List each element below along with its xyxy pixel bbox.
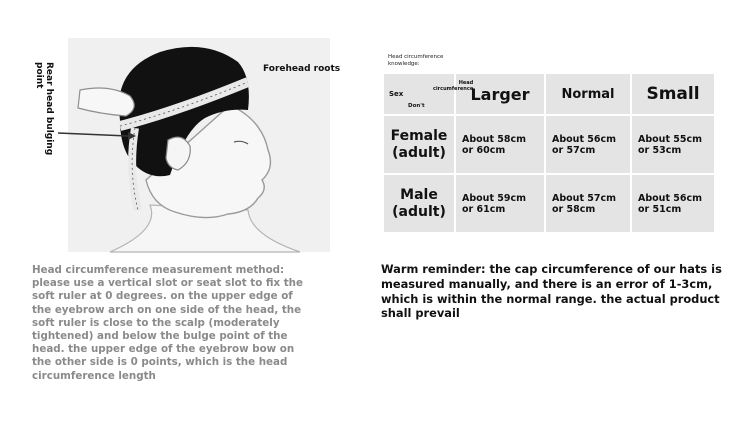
rear-bulge-label: Rear head bulging point xyxy=(34,62,54,156)
forehead-label: Forehead roots xyxy=(263,64,341,74)
table-cell: About 56cm or 51cm xyxy=(631,174,715,233)
corner-head-label: Head circumference xyxy=(433,80,474,92)
head-silhouette-image xyxy=(0,0,380,260)
size-chart-table xyxy=(382,72,716,234)
table-cell: About 59cm or 61cm xyxy=(455,174,545,233)
column-header-larger: Larger xyxy=(455,73,545,115)
column-header-normal: Normal xyxy=(545,73,631,115)
corner-cell xyxy=(383,73,474,115)
size-chart-header-row xyxy=(383,73,715,115)
head-measurement-illustration xyxy=(0,0,380,260)
corner-dont-label: Don't xyxy=(408,103,425,109)
table-row xyxy=(383,174,715,233)
table-row xyxy=(383,115,715,174)
table-cell: About 56cm or 57cm xyxy=(545,115,631,174)
column-header-small: Small xyxy=(631,73,715,115)
measurement-method-text: Head circumference measurement method: please use a vertical slot or seat slot to fix the soft ruler at 0 degrees. on the upper edge of the eyebrow arch on one side of the head, the soft ruler is close to the scalp (moderately tightened) and below the bulge point of the head. the upper edge of the eyebrow bow on the other side is 0 points, which is the head circumference length xyxy=(32,264,303,382)
table-cell: About 55cm or 53cm xyxy=(631,115,715,174)
row-header-male: Male (adult) xyxy=(383,174,455,233)
size-chart-title: Head circumference knowledge: xyxy=(388,54,444,67)
row-header-female: Female (adult) xyxy=(383,115,455,174)
warm-reminder-text: Warm reminder: the cap circumference of our hats is measured manually, and there is an error of 1-3cm, which is within the normal range. the actual product shall prevail xyxy=(381,262,722,321)
corner-sex-label: Sex xyxy=(389,90,404,98)
table-cell: About 57cm or 58cm xyxy=(545,174,631,233)
table-cell: About 58cm or 60cm xyxy=(455,115,545,174)
